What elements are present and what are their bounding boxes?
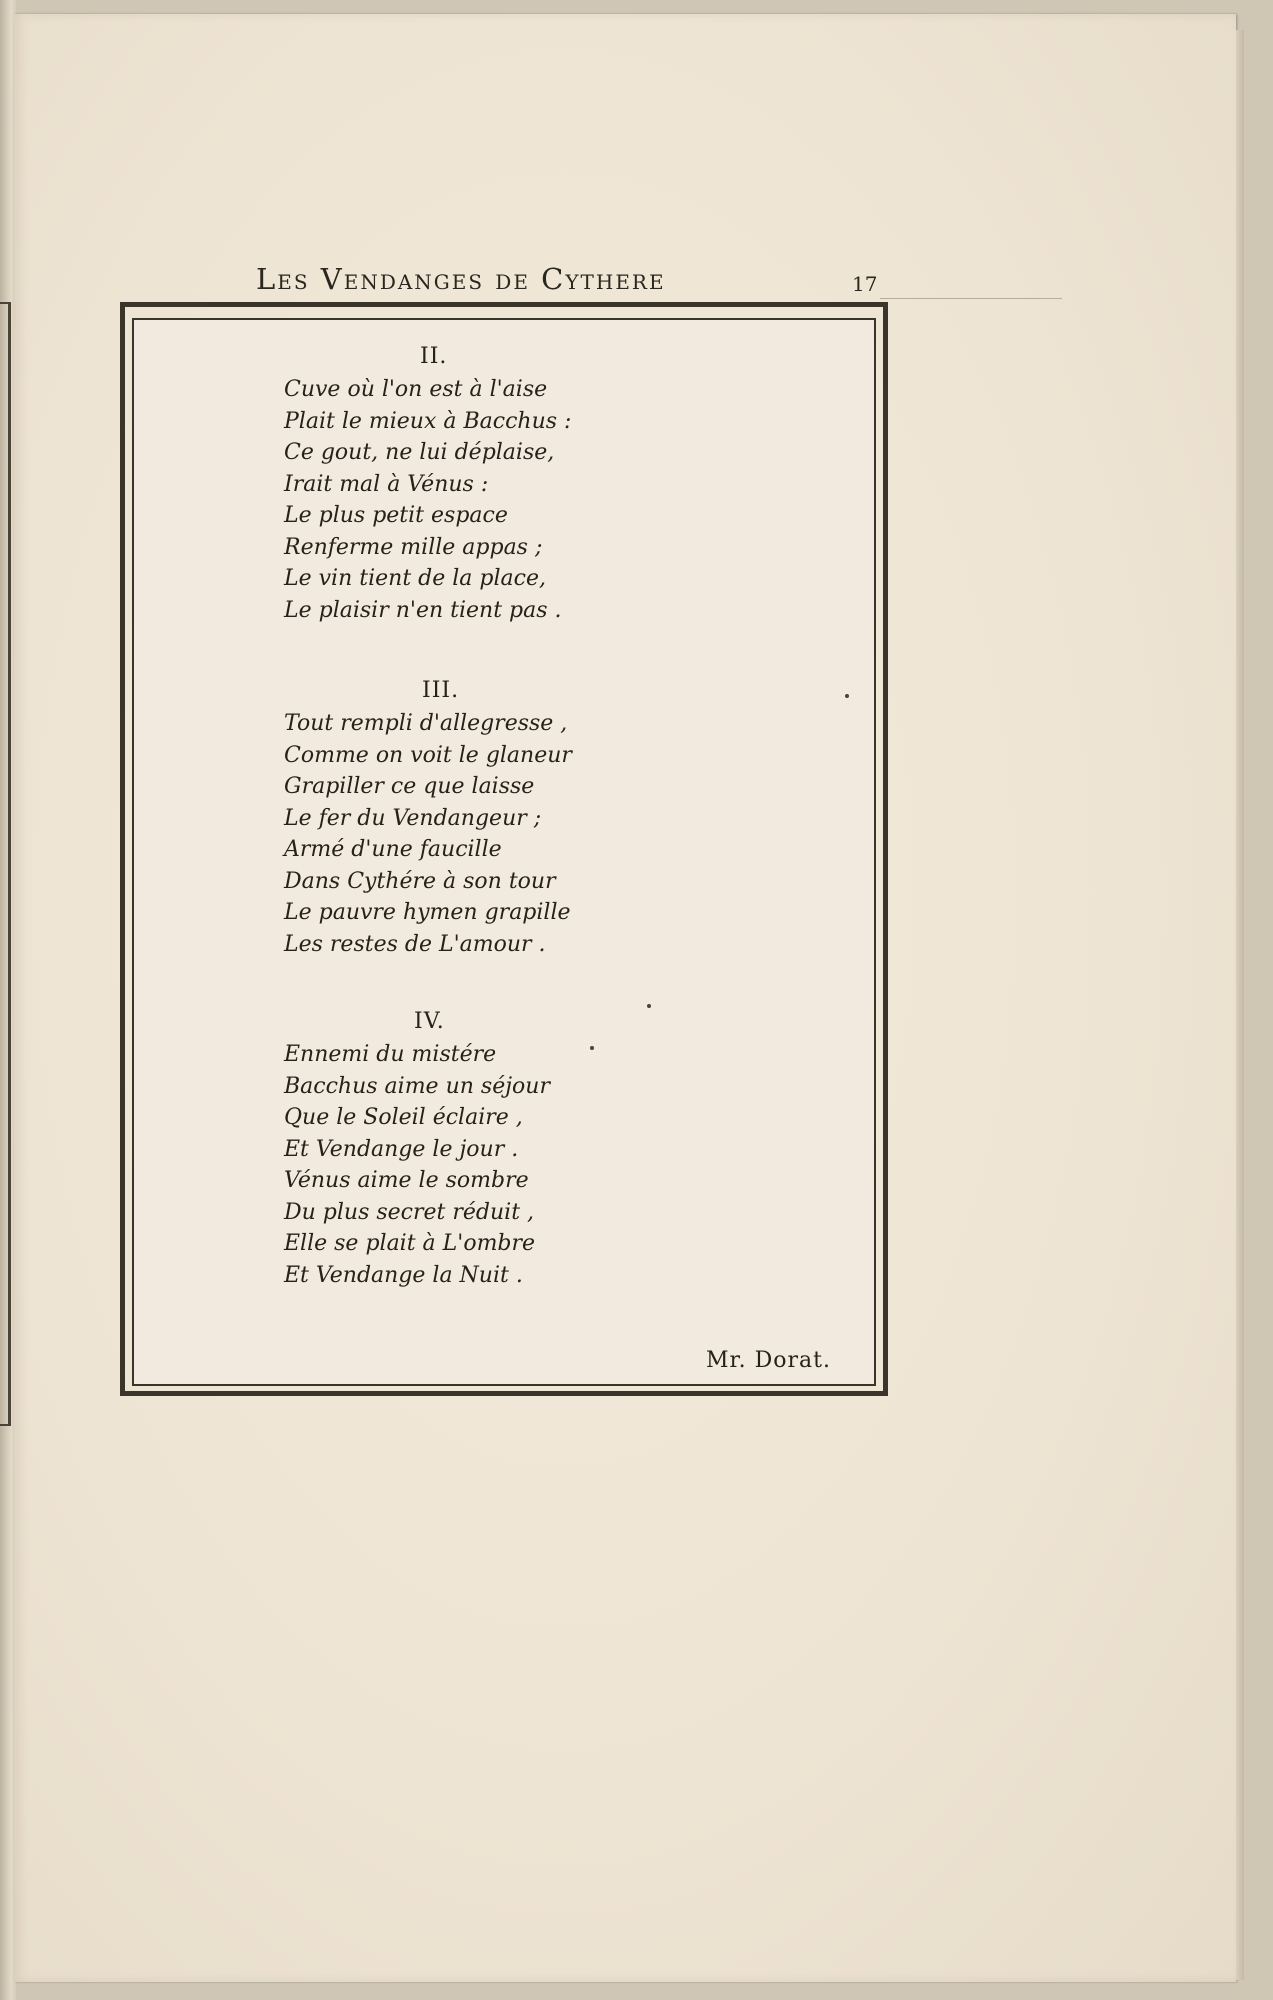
stanza-3 (284, 674, 572, 960)
page-number: 17 (852, 272, 878, 296)
verse-line: Irait mal à Vénus : (284, 471, 489, 497)
page-edge-shadow (1236, 30, 1244, 1980)
verse-line: Grapiller ce que laisse (284, 774, 535, 799)
stanza-number: IV. (414, 1009, 445, 1034)
verse-line: Le vin tient de la place, (284, 566, 546, 591)
running-head-rule (880, 298, 1062, 299)
verse-line: Les restes de L'amour . (284, 931, 546, 957)
verse-line: Le fer du Vendangeur ; (284, 805, 542, 831)
ink-speck (590, 1046, 594, 1050)
verse-line: Armé d'une faucille (284, 837, 502, 862)
stanza-2 (284, 340, 571, 626)
verse-line: Que le Soleil éclaire , (284, 1105, 523, 1130)
verse-line: Le plaisir n'en tient pas . (284, 597, 562, 623)
facing-page-frame-edge (0, 302, 11, 1426)
ink-speck (647, 1004, 651, 1008)
verse-line: Renferme mille appas ; (284, 534, 543, 560)
stanza-number: II. (420, 344, 448, 369)
verse-line: Le plus petit espace (284, 503, 508, 528)
verse-line: Tout rempli d'allegresse , (284, 711, 568, 736)
ink-speck (845, 694, 849, 698)
stanza-4 (284, 1005, 550, 1291)
verse-line: Comme on voit le glaneur (284, 742, 572, 768)
verse-line: Ce gout, ne lui déplaise, (284, 440, 555, 465)
verse-line: Bacchus aime un séjour (284, 1073, 550, 1099)
verse-line: Plait le mieux à Bacchus : (284, 408, 572, 434)
verse-line: Cuve où l'on est à l'aise (284, 377, 548, 402)
stanza-number: III. (422, 678, 460, 703)
author-signature: Mr. Dorat. (706, 1348, 831, 1373)
verse-line: Le pauvre hymen grapille (284, 900, 571, 925)
verse-line: Ennemi du mistére (284, 1042, 497, 1067)
running-head-title: Les Vendanges de Cythere (256, 262, 666, 296)
verse-line: Dans Cythére à son tour (284, 868, 556, 894)
verse-line: Vénus aime le sombre (284, 1168, 529, 1193)
verse-line: Elle se plait à L'ombre (284, 1231, 536, 1256)
verse-line: Et Vendange la Nuit . (284, 1262, 523, 1288)
verse-line: Du plus secret réduit , (284, 1199, 535, 1225)
verse-line: Et Vendange le jour . (284, 1136, 519, 1162)
